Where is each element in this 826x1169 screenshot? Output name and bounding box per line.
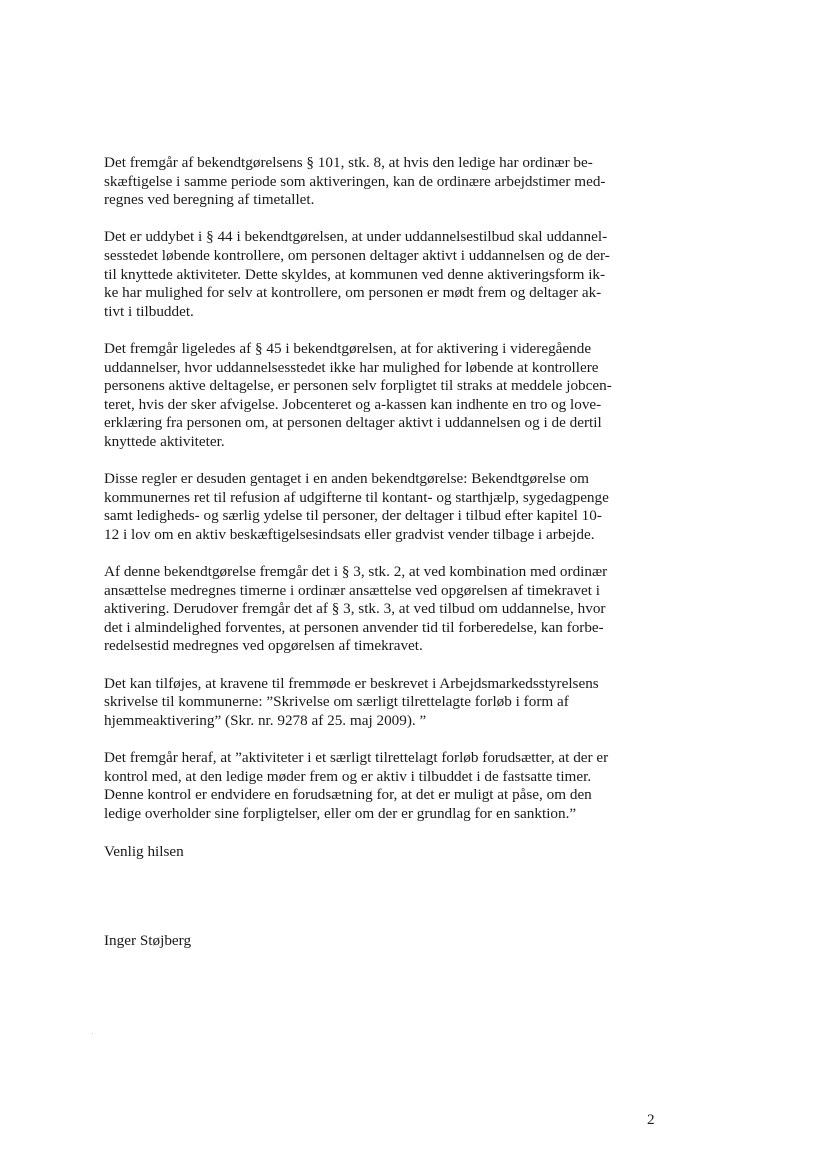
text-line: teret, hvis der sker afvigelse. Jobcenteret og a-kassen kan indhente en tro og love- [104, 395, 602, 413]
text-line: Det fremgår heraf, at ”aktiviteter i et særligt tilrettelagt forløb forudsætter, at der er [104, 749, 609, 766]
text-line: regnes ved beregning af timetallet. [104, 191, 315, 209]
text-line: kontrol med, at den ledige møder frem og er aktiv i tilbuddet i de fastsatte timer. [104, 767, 592, 785]
text-line: til knyttede aktiviteter. Dette skyldes, at kommunen ved denne aktiveringsform ik- [104, 265, 606, 283]
text-line: Af denne bekendtgørelse fremgår det i § 3, stk. 2, at ved kombination med ordinær [104, 563, 608, 581]
text-line: hjemmeaktivering” (Skr. nr. 9278 af 25. maj 2009). ” [104, 711, 427, 729]
paragraph-2 [104, 228, 624, 321]
text-line: Det fremgår af bekendtgørelsens § 101, stk. 8, at hvis den ledige har ordinær be- [104, 154, 593, 171]
text-line: skrivelse til kommunerne: ”Skrivelse om særligt tilrettelagte forløb i form af [104, 693, 569, 711]
closing-greeting: Venlig hilsen [104, 843, 184, 860]
text-line: 12 i lov om en aktiv beskæftigelsesindsats eller gradvist vender tilbage i arbejde. [104, 525, 595, 543]
signature-name: Inger Støjberg [104, 932, 192, 949]
paragraph-3 [104, 340, 624, 452]
text-line: kommunernes ret til refusion af udgifterne til kontant- og starthjælp, sygedagpenge [104, 488, 609, 506]
text-line: samt ledigheds- og særlig ydelse til personer, der deltager i tilbud efter kapitel 10- [104, 507, 602, 525]
text-line: det i almindelighed forventes, at personen anvender tid til forberedelse, kan forbe- [104, 618, 604, 636]
paragraph-7 [104, 749, 624, 823]
text-line: tivt i tilbuddet. [104, 302, 194, 320]
text-line: Det kan tilføjes, at kravene til fremmøde er beskrevet i Arbejdsmarkedsstyrelsens [104, 674, 599, 692]
text-line: Denne kontrol er endvidere en forudsætning for, at det er muligt at påse, om den [104, 786, 592, 804]
text-line: Det fremgår ligeledes af § 45 i bekendtgørelsen, at for aktivering i videregående [104, 339, 592, 357]
page-number: 2 [647, 1111, 655, 1128]
paragraph-5 [104, 563, 624, 656]
letter-body [104, 154, 624, 842]
paragraph-6 [104, 675, 624, 731]
text-line: redelsestid medregnes ved opgørelsen af timekravet. [104, 637, 423, 655]
text-line: erklæring fra personen om, at personen deltager aktivt i uddannelsen og i de dertil [104, 414, 602, 432]
text-line: Det er uddybet i § 44 i bekendtgørelsen, at under uddannelsestilbud skal uddannel- [104, 228, 608, 246]
text-line: knyttede aktiviteter. [104, 432, 225, 450]
scan-artifact [92, 1033, 93, 1034]
text-line: ke har mulighed for selv at kontrollere, om personen er mødt frem og deltager ak- [104, 284, 602, 302]
text-line: ledige overholder sine forpligtelser, eller om der er grundlag for en sanktion.” [104, 804, 577, 822]
text-line: sesstedet løbende kontrollere, om personen deltager aktivt i uddannelsen og de der- [104, 246, 610, 264]
text-line: uddannelser, hvor uddannelsesstedet ikke har mulighed for løbende at kontrollere [104, 358, 599, 376]
paragraph-4 [104, 470, 624, 544]
text-line: ansættelse medregnes timerne i ordinær ansættelse ved opgørelsen af timekravet i [104, 581, 600, 599]
text-line: personens aktive deltagelse, er personen selv forpligtet til straks at meddele jobcen- [104, 377, 612, 395]
text-line: Disse regler er desuden gentaget i en anden bekendtgørelse: Bekendtgørelse om [104, 470, 589, 488]
text-line: skæftigelse i samme periode som aktiveringen, kan de ordinære arbejdstimer med- [104, 172, 606, 190]
paragraph-1 [104, 154, 624, 210]
text-line: aktivering. Derudover fremgår det af § 3, stk. 3, at ved tilbud om uddannelse, hvor [104, 600, 606, 618]
